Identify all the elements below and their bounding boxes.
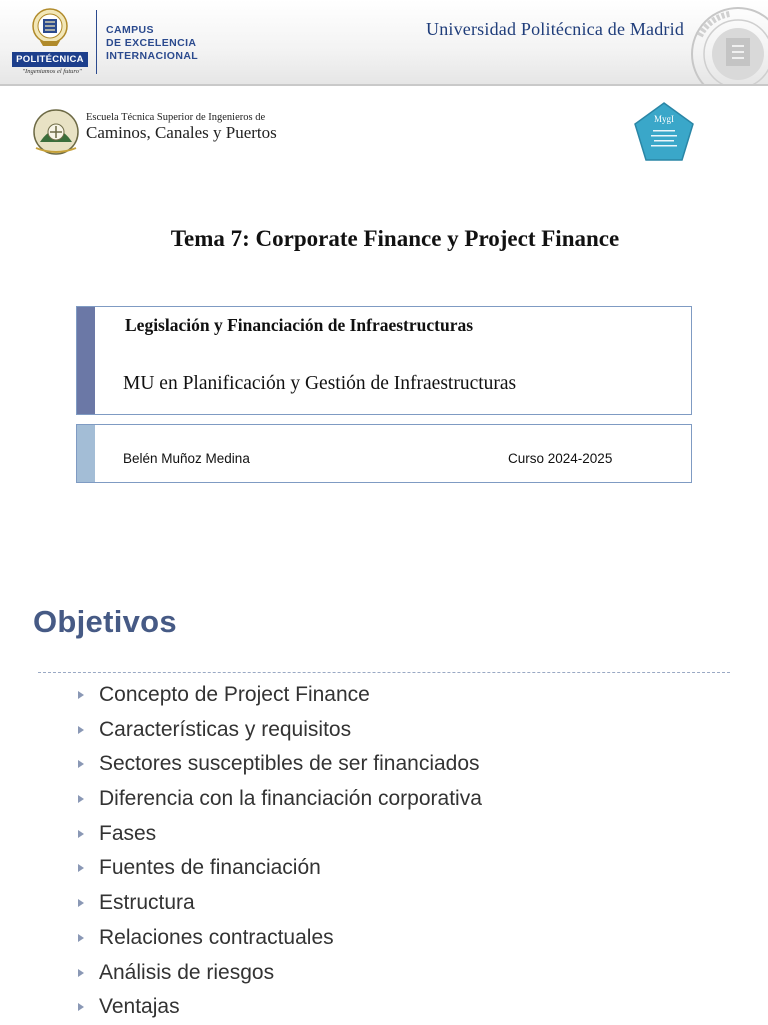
objective-item [78,747,482,782]
objective-item [78,713,482,748]
objective-text: Fases [99,821,157,845]
objective-text: Fuentes de financiación [99,856,321,880]
etsi-caminos-crest-icon [30,108,82,156]
objective-item [78,782,482,817]
bullet-arrow-icon [78,795,84,803]
university-seal-icon [690,6,768,86]
bullet-arrow-icon [78,691,84,699]
objective-item [78,817,482,852]
objective-item [78,886,482,921]
mygi-badge-icon [632,100,696,164]
campus-line-1: CAMPUS [106,24,154,36]
academic-year: Curso 2024-2025 [508,451,613,466]
author-box-accent-bar [77,425,95,482]
master-name: MU en Planificación y Gestión de Infraestructuras [123,373,517,394]
school-name-line-1: Escuela Técnica Superior de Ingenieros de [86,112,266,123]
campus-excelencia-text [106,24,198,63]
campus-line-2: DE EXCELENCIA [106,37,197,49]
objective-item [78,921,482,956]
objective-text: Concepto de Project Finance [99,683,370,706]
bullet-arrow-icon [78,726,84,734]
bullet-arrow-icon [78,934,84,942]
university-name: Universidad Politécnica de Madrid [426,19,685,39]
bullet-arrow-icon [78,830,84,838]
upm-brand-text: POLITÉCNICA [12,52,88,67]
objective-text: Ventajas [99,995,180,1019]
banner-divider [96,10,97,74]
objective-item [78,990,482,1025]
objective-item [78,678,482,713]
bullet-arrow-icon [78,969,84,977]
objective-text: Relaciones contractuales [99,925,334,949]
upm-header-banner [0,0,768,86]
objective-text: Estructura [99,891,195,915]
objective-text: Sectores susceptibles de ser financiados [99,752,480,776]
objectives-list [78,678,482,1025]
objective-text: Análisis de riesgos [99,960,275,984]
author-info-box [76,424,692,483]
slide-title: Tema 7: Corporate Finance y Project Finance [170,226,620,251]
upm-logo [12,8,88,78]
bullet-arrow-icon [78,1003,84,1011]
objective-text: Diferencia con la financiación corporativa [99,787,482,811]
course-name: Legislación y Financiación de Infraestructuras [125,315,474,335]
course-info-box [76,306,692,415]
school-name-line-2: Caminos, Canales y Puertos [86,123,277,142]
author-name: Belén Muñoz Medina [123,451,250,466]
objectives-divider [38,672,730,673]
upm-motto: "Ingeniamos el futuro" [22,68,82,75]
objective-item [78,851,482,886]
objective-text: Características y requisitos [99,717,352,741]
bullet-arrow-icon [78,864,84,872]
mygi-badge-label: MygI [654,114,674,124]
objective-item [78,956,482,991]
campus-line-3: INTERNACIONAL [106,50,199,62]
objectives-heading: Objetivos [33,604,177,639]
upm-crest-icon [32,8,68,48]
course-box-accent-bar [77,307,95,414]
bullet-arrow-icon [78,899,84,907]
bullet-arrow-icon [78,760,84,768]
